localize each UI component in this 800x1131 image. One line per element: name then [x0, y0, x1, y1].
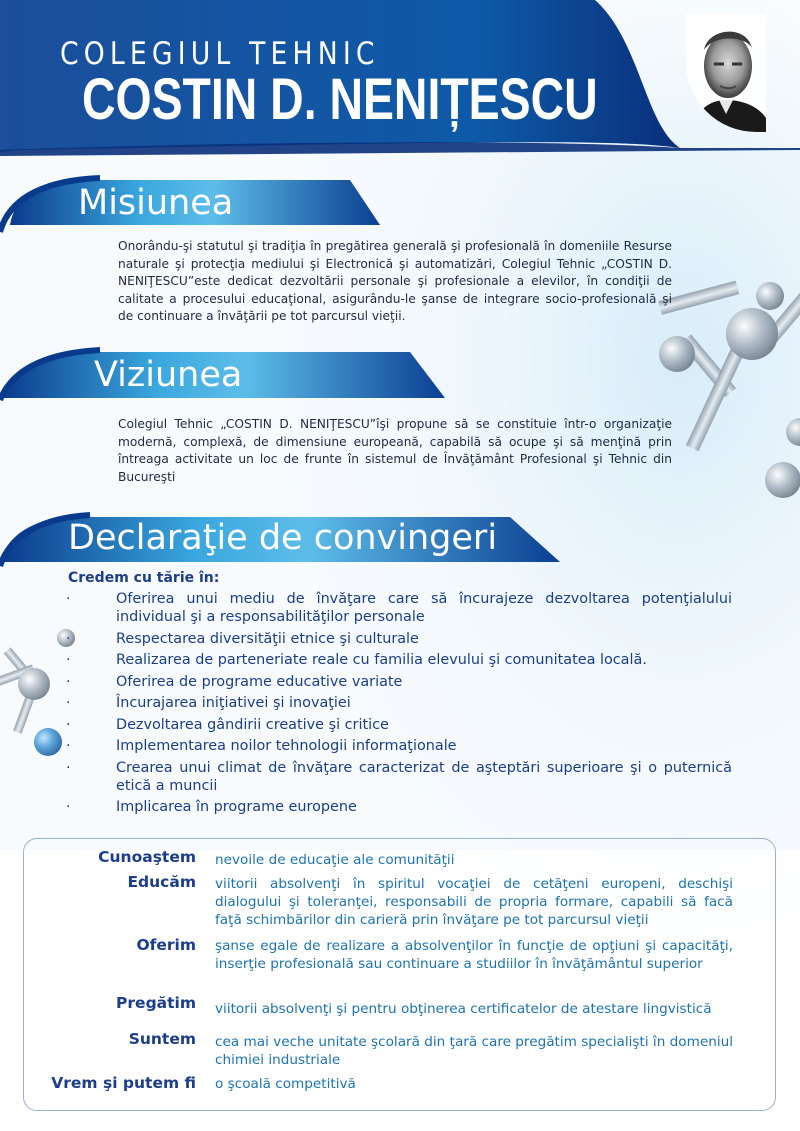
value-text: cea mai veche unitate şcolară din ţară care pregătim specialişti în domeniul chimiei industriale [215, 1034, 733, 1068]
list-item: · Realizarea de parteneriate reale cu familia elevului şi comunitatea locală. [66, 652, 647, 668]
bullet-icon: · [66, 716, 71, 733]
list-item: · Dezvoltarea gândirii creative şi critice [66, 716, 389, 733]
beliefs-title: Declaraţie de convingeri [68, 518, 498, 558]
bullet-icon: · [66, 652, 71, 668]
school-name-line1: COLEGIUL TEHNIC [60, 36, 380, 72]
value-label: Suntem [128, 1030, 196, 1048]
list-item: · Oferirea de programe educative variate [66, 673, 403, 690]
vision-title: Viziunea [94, 355, 243, 395]
list-item: · Implementarea noilor tehnologii informaţionale [66, 738, 457, 754]
mission-title: Misiunea [78, 183, 234, 223]
mission-text: Onorându-şi statutul şi tradiţia în pregătirea generală şi profesională în domeniile Resurse naturale şi protecţia mediului şi Electronică şi automatizări, Colegiul Tehnic „COSTIN D. NENIŢESCU”este dedicat dezvoltării personale şi profesionale a elevilor, în condiţii de calitate a procesului educaţional, asigurându-le şanse de integrare socio-profesională şi de continuare a învăţării pe tot parcursul vieţii. [118, 239, 672, 323]
value-text: o şcoală competitivă [215, 1076, 356, 1092]
value-label: Oferim [136, 936, 196, 954]
list-item: · Implicarea în programe europene [66, 799, 357, 815]
value-text: nevoile de educaţie ale comunităţii [215, 852, 455, 868]
bullet-icon: · [66, 738, 71, 754]
bullet-icon: · [66, 673, 71, 690]
value-text: şanse egale de realizare a absolvenţilor în funcţie de opţiuni şi capacităţi, inserţie profesională sau continuare a studiilor în învăţământul superior [215, 938, 733, 972]
school-name-line2: COSTIN D. NENIȚESCU [82, 67, 598, 132]
bullet-icon: · [66, 799, 71, 815]
value-label: Vrem şi putem fi [51, 1074, 196, 1092]
beliefs-lead: Credem cu tărie în: [68, 570, 220, 586]
value-label: Educăm [127, 873, 196, 891]
list-item: · Respectarea diversităţii etnice şi culturale [66, 630, 419, 647]
bullet-icon: · [66, 630, 71, 647]
bullet-icon: · [66, 591, 71, 607]
list-item: · Crearea unui climat de învăţare caracterizat de aşteptări superioare şi o puternică etică a muncii [66, 759, 732, 794]
value-label: Pregătim [116, 994, 196, 1012]
beliefs-list [66, 590, 732, 820]
value-text: viitorii absolvenţi şi pentru obţinerea certificatelor de atestare lingvistică [215, 1001, 712, 1017]
bullet-icon: · [66, 695, 71, 711]
vision-text: Colegiul Tehnic „COSTIN D. NENIŢESCU”îşi propune să se constituie într-o organizaţie modernă, complexă, de dimensiune europeană, capabilă să ocupe şi să menţină prin întreaga activitate un loc de frunte în sistemul de Învăţământ Profesional şi Tehnic din Bucureşti [118, 417, 672, 484]
value-label: Cunoaştem [98, 848, 196, 866]
bullet-icon: · [66, 759, 71, 776]
list-item: · Oferirea unui mediu de învăţare care să încurajeze dezvoltarea potenţialului individual şi a responsabilităţilor personale [66, 591, 732, 625]
value-text: viitorii absolvenţi în spiritul vocaţiei de cetăţeni europeni, deschişi dialogului şi toleranţei, responsabili de propria formare, capabili să facă faţă schimbărilor din carieră prin învăţare pe tot parcursul vieţii [215, 876, 733, 928]
list-item: · Încurajarea iniţiativei şi inovaţiei [66, 695, 351, 711]
